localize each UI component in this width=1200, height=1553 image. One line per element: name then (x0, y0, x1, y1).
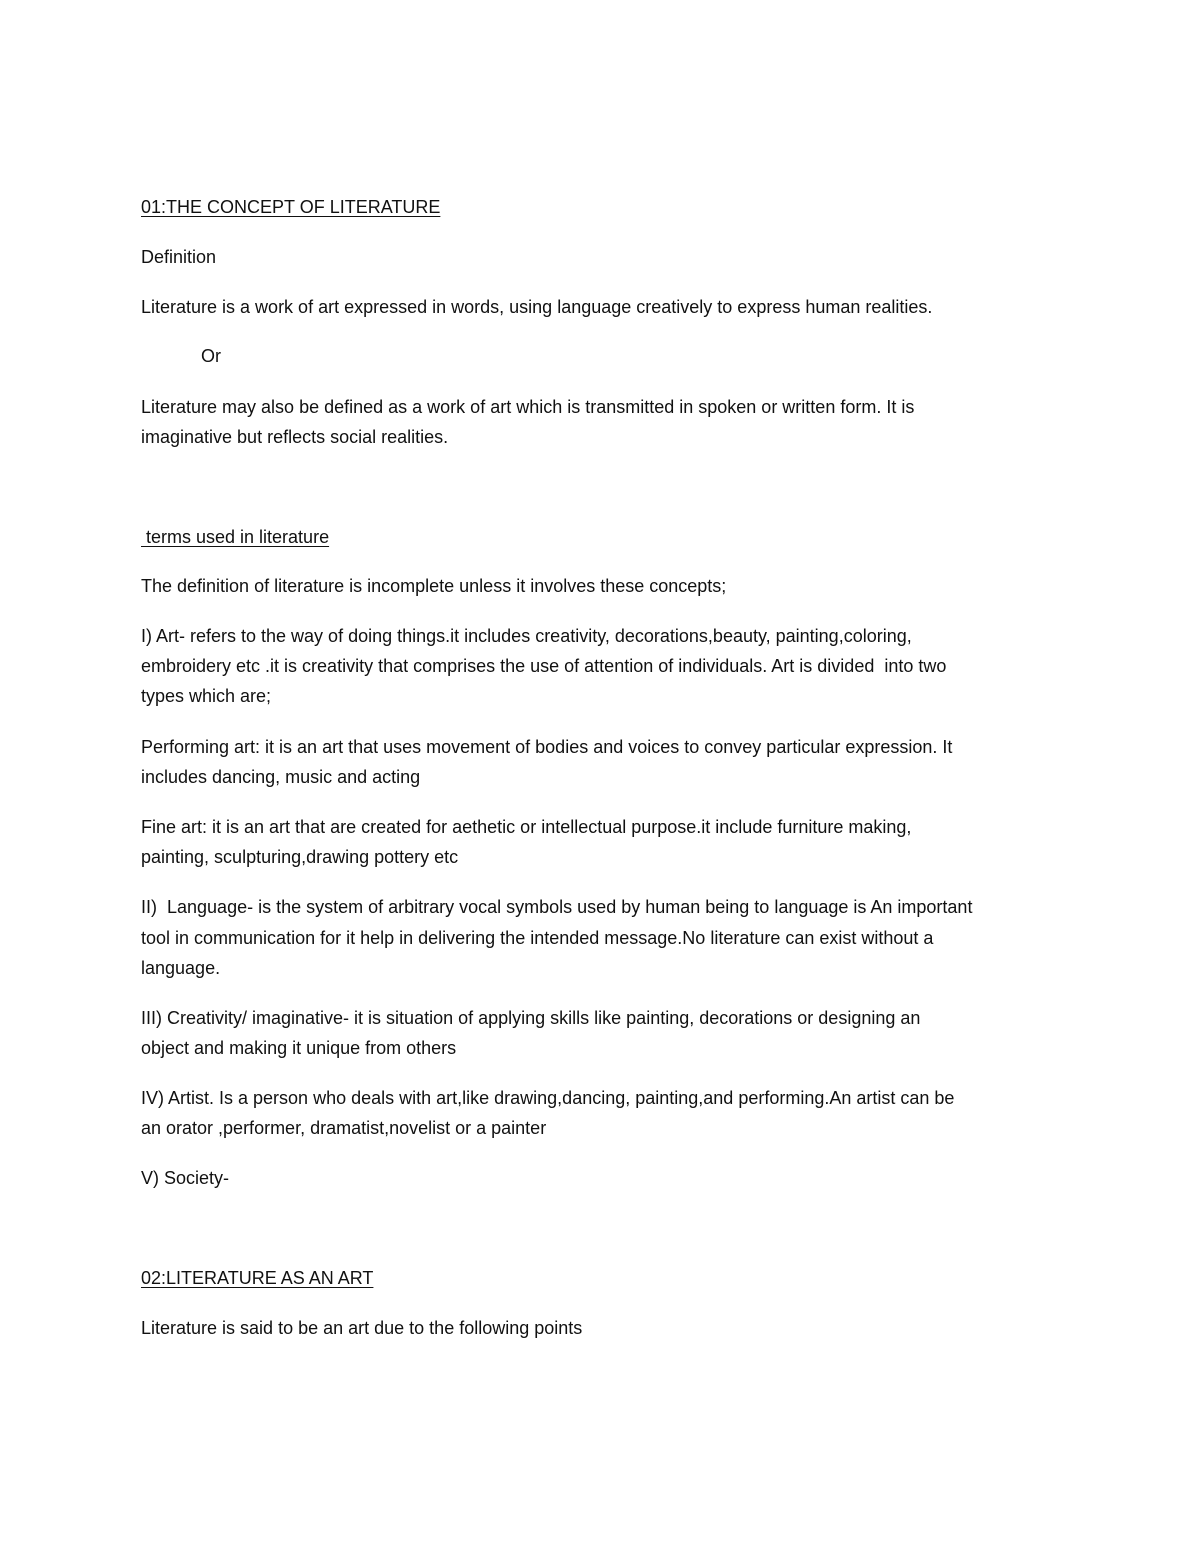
art-paragraph-line-2: embroidery etc .it is creativity that comprises the use of attention of individuals. Art is divided into two (141, 656, 947, 676)
artist-line-1: IV) Artist. Is a person who deals with art,like drawing,dancing, painting,and performing.An artist can be (141, 1088, 955, 1108)
definition-paragraph-1: Literature is a work of art expressed in words, using language creatively to express human realities. (141, 297, 933, 317)
society-line: V) Society- (141, 1168, 230, 1188)
terms-heading: terms used in literature (141, 527, 330, 547)
art-paragraph-line-1: I) Art- refers to the way of doing things.it includes creativity, decorations,beauty, painting,coloring, (141, 626, 912, 646)
definition-label: Definition (141, 247, 217, 267)
section-heading-concept-of-literature: 01:THE CONCEPT OF LITERATURE (141, 197, 441, 217)
section2-intro: Literature is said to be an art due to the following points (141, 1318, 583, 1338)
artist-line-2: an orator ,performer, dramatist,novelist or a painter (141, 1118, 547, 1138)
fine-art-line-1: Fine art: it is an art that are created for aethetic or intellectual purpose.it include furniture making, (141, 817, 912, 837)
creativity-line-1: III) Creativity/ imaginative- it is situation of applying skills like painting, decorations or designing an (141, 1008, 921, 1028)
section-heading-literature-as-an-art: 02:LITERATURE AS AN ART (141, 1268, 374, 1288)
definition-paragraph-2-line-1: Literature may also be defined as a work of art which is transmitted in spoken or written form. It is (141, 397, 915, 417)
performing-art-line-1: Performing art: it is an art that uses movement of bodies and voices to convey particular expression. It (141, 737, 953, 757)
or-text: Or (201, 346, 221, 366)
definition-paragraph-2-line-2: imaginative but reflects social realities. (141, 427, 449, 447)
creativity-line-2: object and making it unique from others (141, 1038, 457, 1058)
language-line-1: II) Language- is the system of arbitrary vocal symbols used by human being to language is An important (141, 897, 973, 917)
language-line-3: language. (141, 958, 221, 978)
fine-art-line-2: painting, sculpturing,drawing pottery etc (141, 847, 459, 867)
terms-intro: The definition of literature is incomplete unless it involves these concepts; (141, 576, 727, 596)
performing-art-line-2: includes dancing, music and acting (141, 767, 421, 787)
art-paragraph-line-3: types which are; (141, 686, 272, 706)
language-line-2: tool in communication for it help in delivering the intended message.No literature can exist without a (141, 928, 934, 948)
